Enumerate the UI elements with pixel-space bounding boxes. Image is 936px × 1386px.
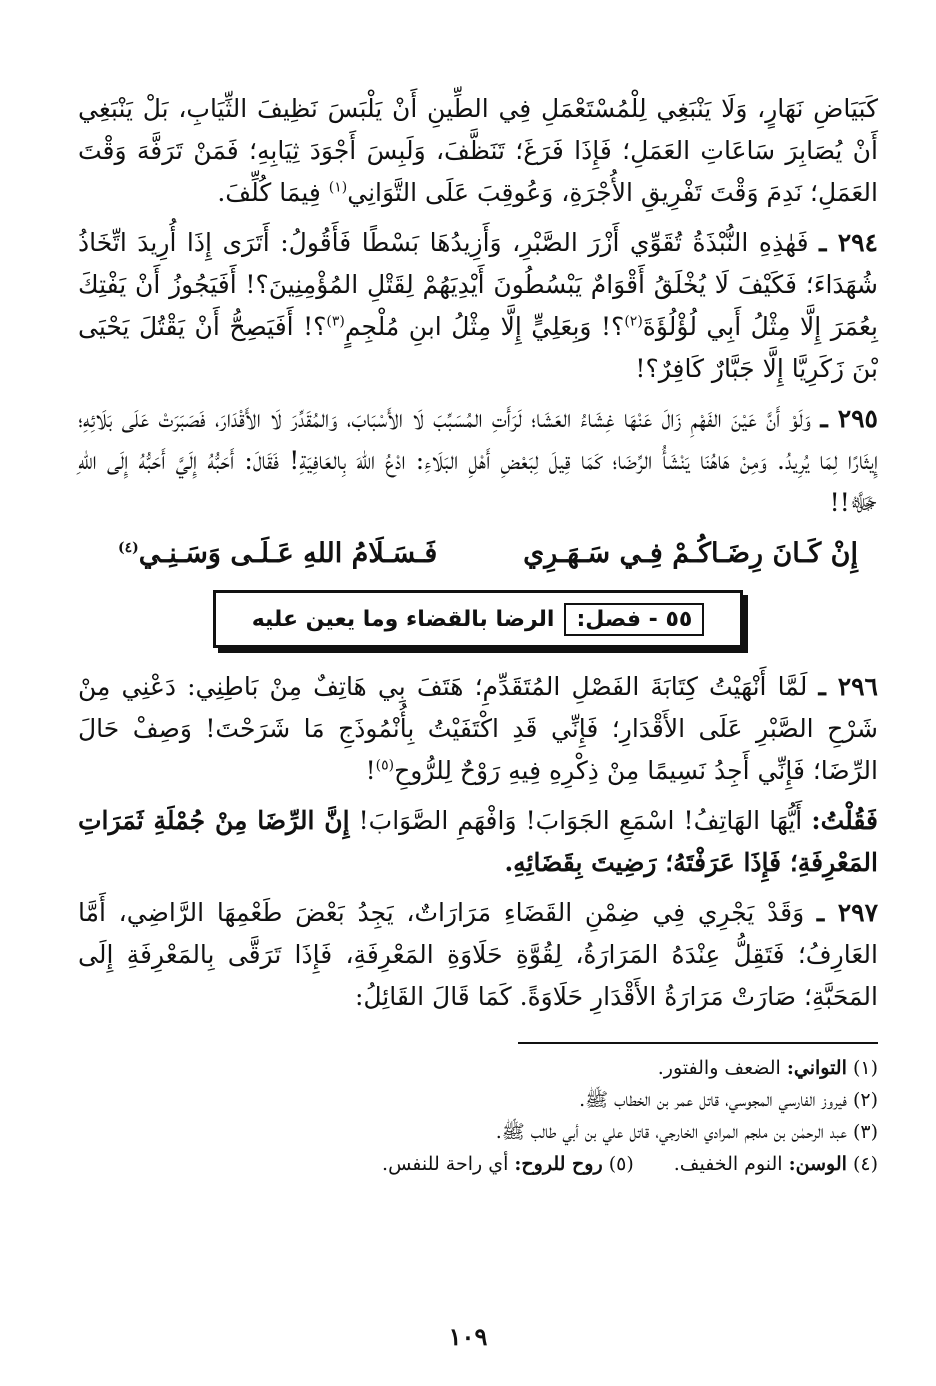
footnote-ref[interactable]: (١) [328, 179, 348, 196]
paragraph-295 [78, 398, 878, 524]
page-body [78, 88, 878, 1180]
footnote-term: التواني: [786, 1057, 847, 1079]
paragraph-number: ٢٩٦ ـ [818, 672, 878, 701]
verse-hemistich-right: إِنْ كَـانَ رِضَـاكُـمْ فِـي سَـهَـرِي [523, 538, 858, 569]
paragraph-number: ٢٩٧ ـ [816, 898, 879, 927]
paragraph-297 [78, 892, 878, 1018]
footnote-1 [78, 1052, 878, 1084]
footnote-row [78, 1148, 878, 1180]
paragraph-text: ؟! وَبِعَلِيٍّ إِلَّا مِثْلُ ابنِ مُلْجِمٍ [344, 312, 625, 341]
footnote-ref[interactable]: (٢) [624, 313, 643, 330]
paragraph-number: ٢٩٤ ـ [819, 228, 878, 257]
footnote-divider [518, 1042, 878, 1044]
verse-text: فَـسَـلَامُ اللهِ عَـلَـى وَسَـنِـي [138, 538, 438, 569]
paragraph-continuation [78, 88, 878, 214]
paragraph-294 [78, 222, 878, 390]
footnote-number: (١) [852, 1057, 878, 1079]
footnotes [78, 1052, 878, 1180]
footnote-text: الضعف والفتور. [657, 1057, 787, 1079]
paragraph-296 [78, 666, 878, 792]
paragraph-text: ! [365, 756, 376, 785]
bold-lead: فَقُلْتُ: [811, 806, 878, 835]
footnote-number: (٥) [608, 1153, 634, 1175]
paragraph-text: كَبَيَاضِ نَهَارٍ، وَلَا يَنْبَغِي لِلْمُسْتَعْمَلِ فِي الطِّينِ أَنْ يَلْبَسَ نَظِيفَ الثِّيَابِ، بَلْ يَنْبَغِي أَنْ يُصَابِرَ سَاعَاتِ العَمَلِ؛ فَإِذَا فَرَغَ؛ تَنَظَّفَ، وَلَبِسَ أَجْوَدَ ثِيَابِهِ؛ فَمَنْ تَرَفَّهَ وَقْتَ العَمَلِ؛ نَدِمَ وَقْتَ تَفْرِيقِ الأُجْرَةِ، وَعُوقِبَ عَلَى التَّوَانِي [78, 94, 878, 207]
paragraph-answer [78, 800, 878, 884]
paragraph-text: فَهٰذِهِ النُّبْذَةُ تُقَوِّي أَزْرَ الصَّبْرِ، وَأَزِيدُهَا بَسْطًا فَأَقُولُ: أَتَرَى إِذَا أُرِيدَ اتِّخَاذُ شُهَدَاءَ؛ فَكَيْفَ لَا يُخْلَقُ أَقْوَامٌ يَبْسُطُونَ أَيْدِيَهُمْ لِقَتْلِ المُؤْمِنِينَ؟! أَفَيَجُوزُ أَنْ يَفْتِكَ بِعُمَرَ إِلَّا مِثْلُ أَبِي لُؤْلُؤَةَ [78, 228, 878, 341]
section-heading-box [213, 590, 743, 648]
footnote-ref[interactable]: (٣) [326, 313, 345, 330]
footnote-ref[interactable]: (٥) [375, 757, 395, 774]
section-label: ٥٥ - فصل: [564, 603, 704, 636]
poem-verse [118, 532, 858, 576]
footnote-2: (٢) فيروز الفارسي المجوسي، قاتل عمر بن الخطاب ﷺ. [579, 1089, 878, 1111]
page-number: ١٠٩ [448, 1322, 488, 1351]
paragraph-text: وَلَوْ أَنَّ عَيْنَ الفَهْمِ زَالَ عَنْهَا غِشَاءُ العَشَا؛ لَرَأَتِ المُسَبِّبَ لَا الأَسْبَابَ، وَالمُقَدِّرَ لَا الأَقْدَارَ، فَصَبَرَتْ عَلَى بَلَائِهِ؛ إِيثَارًا لِمَا يُرِيدُ. وَمِنْ هَاهُنَا يَنْشَأُ الرِّضَا؛ كَمَا قِيلَ لِبَعْضِ أَهْلِ البَلَاءِ: ادْعُ اللهَ بِالعَافِيَةِ! فَقَالَ: أَحَبُّهُ إِلَيَّ أَحَبُّهُ إِلَى اللهِ ﷻ!! [78, 404, 878, 517]
bold-statement: إِنَّ الرِّضَا مِنْ جُمْلَةِ ثَمَرَاتِ المَعْرِفَةِ؛ فَإِذَا عَرَفْتَهُ؛ رَضِيتَ بِقَضَائِهِ. [78, 806, 878, 877]
verse-hemistich-left [118, 532, 437, 576]
paragraph-text: أَيُّهَا الهَاتِفُ! اسْمَعِ الجَوَابَ! وَافْهَمِ الصَّوَابَ! [349, 806, 812, 835]
footnote-term: الوسن: [788, 1153, 847, 1175]
footnote-number: (٤) [852, 1153, 878, 1175]
paragraph-text: وَقَدْ يَجْرِي فِي ضِمْنِ القَضَاءِ مَرَارَاتٌ، يَجِدُ بَعْضَ طَعْمِهَا الرَّاضِي، أَمَّا العَارِفُ؛ فَتَقِلُّ عِنْدَهُ المَرَارَةُ، لِقُوَّةِ حَلَاوَةِ المَعْرِفَةِ، فَإِذَا تَرَقَّى بِالمَعْرِفَةِ إِلَى المَحَبَّةِ؛ صَارَتْ مَرَارَةُ الأَقْدَارِ حَلَاوَةً. كَمَا قَالَ القَائِلُ: [78, 898, 878, 1011]
paragraph-number: ٢٩٥ ـ [820, 404, 878, 433]
paragraph-text: ؟! أَفَيَصِحُّ أَنْ يَقْتُلَ يَحْيَى بْنَ زَكَرِيَّا إِلَّا جَبَّارٌ كَافِرٌ؟! [78, 312, 878, 383]
footnote-5 [382, 1148, 634, 1180]
section-title: الرضا بالقضاء وما يعين عليه [251, 606, 555, 632]
paragraph-text: فِيمَا كُلِّفَ. [217, 178, 329, 207]
footnote-4 [674, 1148, 878, 1180]
footnote-3: (٣) عبد الرحمٰن بن ملجم المرادي الخارجي، قاتل علي بن أبي طالب ﷺ. [495, 1121, 878, 1143]
footnote-term: روح للروح: [514, 1153, 603, 1175]
footnote-text: النوم الخفيف. [673, 1153, 789, 1175]
footnote-text: أي راحة للنفس. [382, 1153, 515, 1175]
section-heading [252, 603, 705, 636]
paragraph-text: لَمَّا أَنْهَيْتُ كِتَابَةَ الفَصْلِ المُتَقَدِّمِ؛ هَتَفَ بِي هَاتِفٌ مِنْ بَاطِنِي: دَعْنِي مِنْ شَرْحِ الصَّبْرِ عَلَى الأَقْدَارِ؛ فَإِنِّي قَدِ اكْتَفَيْتُ بِأُنْمُوذَجِ مَا شَرَحْتَ! وَصِفْ حَالَ الرِّضَا؛ فَإِنِّي أَجِدُ نَسِيمًا مِنْ ذِكْرِهِ فِيهِ رَوْحٌ لِلرُّوحِ [78, 672, 878, 785]
footnote-ref[interactable]: (٤) [118, 540, 139, 556]
